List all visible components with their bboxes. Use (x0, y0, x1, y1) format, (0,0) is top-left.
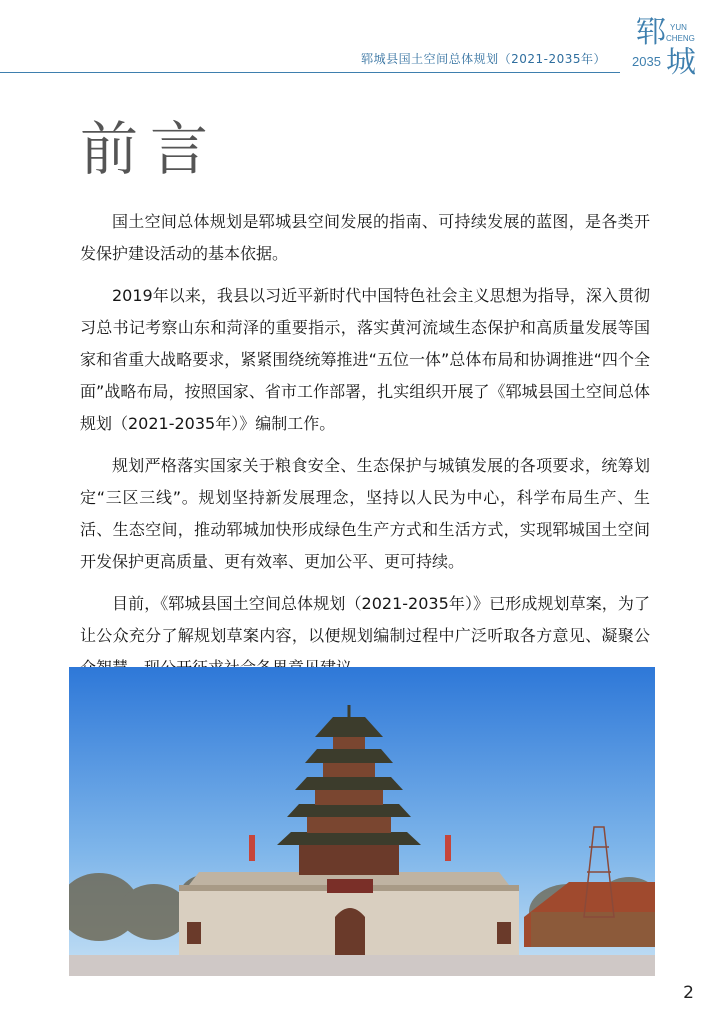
city-logo (628, 8, 714, 76)
paragraph: 规划严格落实国家关于粮食安全、生态保护与城镇发展的各项要求，统筹划定“三区三线”。规划坚持新发展理念，坚持以人民为中心，科学布局生产、生活、生态空间，推动郓城加快形成绿色生产方式和生活方式，实现郓城国土空间开发保护更高质量、更有效率、更加公平、更可持续。 (80, 456, 650, 571)
logo-char-cheng: 城 (666, 45, 696, 76)
paragraph: 国土空间总体规划是郓城县空间发展的指南、可持续发展的蓝图，是各类开发保护建设活动的基本依据。 (80, 212, 650, 263)
pavilion-photo (69, 667, 655, 976)
document-title: 郓城县国土空间总体规划（2021-2035年） (361, 52, 606, 66)
preface-body (80, 206, 650, 694)
city-gate-base (179, 872, 519, 955)
paragraph: 2019年以来，我县以习近平新时代中国特色社会主义思想为指导，深入贯彻习总书记考察山东和菏泽的重要指示，落实黄河流域生态保护和高质量发展等国家和省重大战略要求，紧紧围绕统筹推进“五位一体”总体布局和协调推进“四个全面”战略布局，按照国家、省市工作部署，扎实组织开展了《郓城县国土空间总体规划（2021-2035年）》编制工作。 (80, 286, 650, 433)
logo-year: 2035 (632, 54, 661, 69)
logo-latin-top: YUN (670, 23, 687, 32)
logo-latin-bottom: CHENG (666, 34, 695, 43)
page-title: 前言 (80, 115, 221, 183)
page-number: 2 (683, 983, 694, 1003)
header-rule (0, 72, 620, 73)
logo-char-yun: 郓 (636, 15, 666, 50)
paragraph: 目前，《郓城县国土空间总体规划（2021-2035年）》已形成规划草案，为了让公众充分了解规划草案内容，以便规划编制过程中广泛听取各方意见、凝聚公 (80, 594, 650, 645)
